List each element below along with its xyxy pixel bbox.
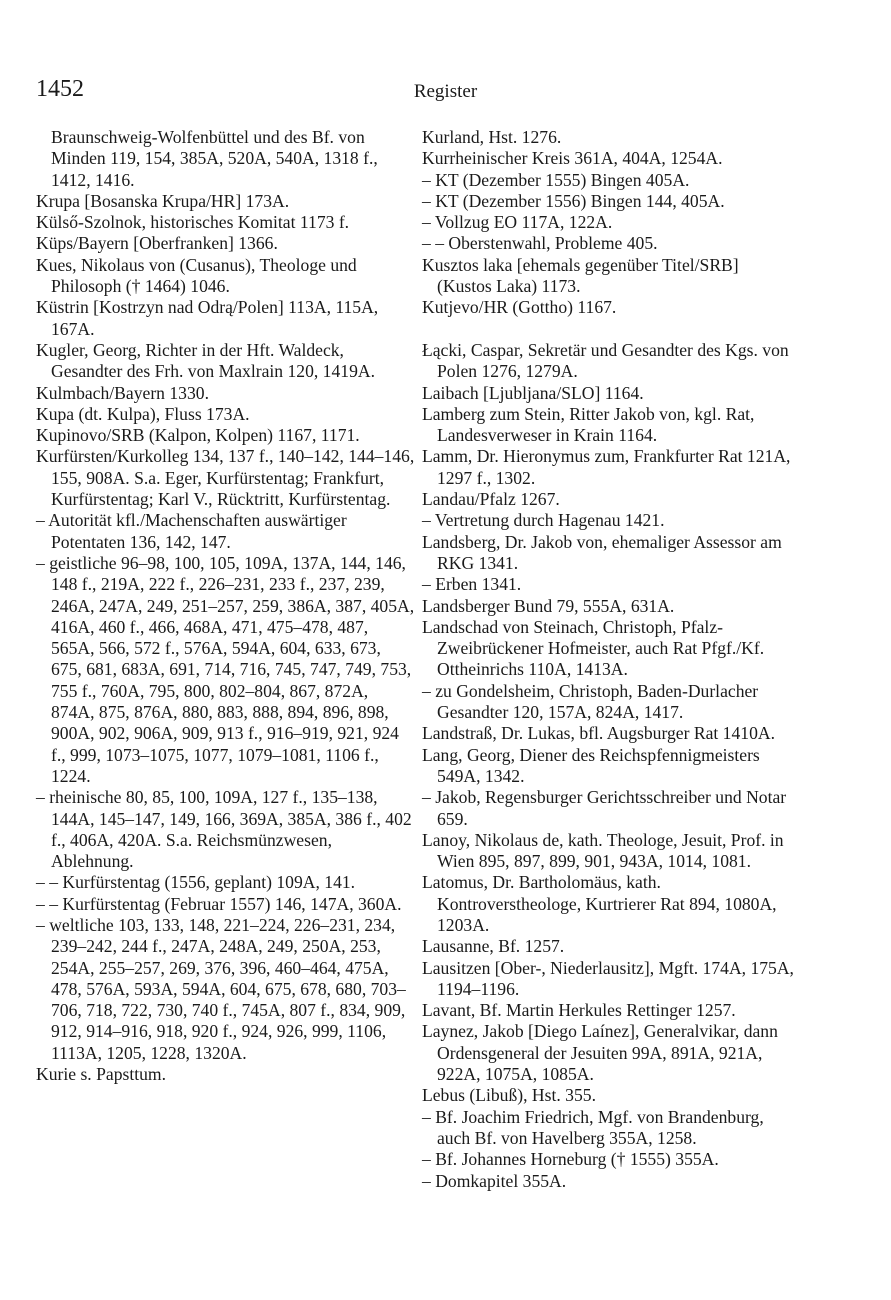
index-entry: – Bf. Johannes Horneburg († 1555) 355A. xyxy=(422,1149,719,1170)
index-entry: Laynez, Jakob [Diego Laínez], Generalvikar, dann Ordensgeneral der Jesuiten 99A, 891A, 921A, 922A, 1075A, 1085A. xyxy=(422,1021,778,1085)
index-entry: Lausitzen [Ober-, Niederlausitz], Mgft. 174A, 175A, 1194–1196. xyxy=(422,957,794,999)
index-entry: – weltliche 103, 133, 148, 221–224, 226–231, 234, 239–242, 244 f., 247A, 248A, 249, 250A, 253, 254A, 255–257, 269, 376, 396, 460–464, 475A, 478, 576A, 593A, 594A, 604, 675, 678, 680, 703–706, 718, 722, 730, 740 f., 745A, 807 f., 834, 909, 912, 914–916, 918, 920 f., 924, 926, 999, 1106, 1113A, 1205, 1228, 1320A. xyxy=(36,914,406,1063)
index-entry: – Erben 1341. xyxy=(422,574,522,595)
index-entry: Kurrheinischer Kreis 361A, 404A, 1254A. xyxy=(422,148,723,169)
index-entry: – – Kurfürstentag (1556, geplant) 109A, 141. xyxy=(36,872,356,893)
index-entry: Küstrin [Kostrzyn nad Odrą/Polen] 113A, 115A, 167A. xyxy=(36,297,379,339)
index-entry: Lavant, Bf. Martin Herkules Rettinger 1257. xyxy=(422,1000,736,1021)
index-entry: Külső-Szolnok, historisches Komitat 1173 f. xyxy=(36,212,350,233)
index-entry: Kutjevo/HR (Gottho) 1167. xyxy=(422,297,617,318)
index-entry: – Domkapitel 355A. xyxy=(422,1170,567,1191)
index-entry: Lamm, Dr. Hieronymus zum, Frankfurter Rat 121A, 1297 f., 1302. xyxy=(422,446,791,488)
index-entry: – Jakob, Regensburger Gerichtsschreiber und Notar 659. xyxy=(422,787,787,829)
index-entry: Landsberger Bund 79, 555A, 631A. xyxy=(422,595,675,616)
index-column-left xyxy=(36,127,416,1085)
index-entry: – – Oberstenwahl, Probleme 405. xyxy=(422,233,658,254)
index-entry: Lanoy, Nikolaus de, kath. Theologe, Jesuit, Prof. in Wien 895, 897, 899, 901, 943A, 1014, 1081. xyxy=(422,829,784,872)
page-number: 1452 xyxy=(36,76,84,102)
index-entry: Łącki, Caspar, Sekretär und Gesandter des Kgs. von Polen 1276, 1279A. xyxy=(422,339,789,382)
index-entry: Kusztos laka [ehemals gegenüber Titel/SRB] (Kustos Laka) 1173. xyxy=(422,254,739,297)
index-entry: Landau/Pfalz 1267. xyxy=(422,489,560,510)
index-entry: – rheinische 80, 85, 100, 109A, 127 f., 135–138, 144A, 145–147, 149, 166, 369A, 385A, 386 f., 402 f., 406A, 420A. S.a. Reichsmünzwesen, Ablehnung. xyxy=(36,787,412,872)
index-entry: – KT (Dezember 1556) Bingen 144, 405A. xyxy=(422,190,725,211)
running-head: Register xyxy=(413,81,478,102)
index-entry: Landschad von Steinach, Christoph, Pfalz-Zweibrückener Hofmeister, auch Rat Pfgf./Kf. Ottheinrichs 110A, 1413A. xyxy=(422,616,765,680)
index-column-right xyxy=(422,127,794,1192)
index-entry: Laibach [Ljubljana/SLO] 1164. xyxy=(422,382,644,403)
index-entry: Braunschweig-Wolfenbüttel und des Bf. von Minden 119, 154, 385A, 520A, 540A, 1318 f., 1412, 1416. xyxy=(51,127,378,190)
index-entry: – – Kurfürstentag (Februar 1557) 146, 147A, 360A. xyxy=(36,893,402,914)
index-entry: Krupa [Bosanska Krupa/HR] 173A. xyxy=(36,190,290,211)
index-entry: Lausanne, Bf. 1257. xyxy=(422,936,565,957)
index-entry: Landstraß, Dr. Lukas, bfl. Augsburger Rat 1410A. xyxy=(422,723,775,744)
index-entry: Landsberg, Dr. Jakob von, ehemaliger Assessor am RKG 1341. xyxy=(422,531,782,573)
section-gap xyxy=(422,319,794,340)
index-entry: Lamberg zum Stein, Ritter Jakob von, kgl. Rat, Landesverweser in Krain 1164. xyxy=(422,403,755,446)
index-entry: Latomus, Dr. Bartholomäus, kath. Kontroverstheologe, Kurtrierer Rat 894, 1080A, 1203A. xyxy=(422,872,777,935)
index-entry: Kupinovo/SRB (Kalpon, Kolpen) 1167, 1171. xyxy=(36,425,360,446)
index-entry: – Vertretung durch Hagenau 1421. xyxy=(422,510,665,531)
index-entry: – zu Gondelsheim, Christoph, Baden-Durlacher Gesandter 120, 157A, 824A, 1417. xyxy=(422,680,759,723)
index-entry: Kurie s. Papsttum. xyxy=(36,1064,166,1085)
index-entry: Kues, Nikolaus von (Cusanus), Theologe und Philosoph († 1464) 1046. xyxy=(36,254,357,297)
index-entry: Lang, Georg, Diener des Reichspfennigmeisters 549A, 1342. xyxy=(422,744,760,786)
index-entry: Kulmbach/Bayern 1330. xyxy=(36,382,209,403)
index-entry: Kupa (dt. Kulpa), Fluss 173A. xyxy=(36,403,250,424)
index-entry: – Bf. Joachim Friedrich, Mgf. von Brandenburg, auch Bf. von Havelberg 355A, 1258. xyxy=(422,1106,764,1148)
index-entry: Lebus (Libuß), Hst. 355. xyxy=(422,1085,596,1106)
index-entry: – Autorität kfl./Machenschaften auswärtiger Potentaten 136, 142, 147. xyxy=(36,510,347,552)
index-entry: Kugler, Georg, Richter in der Hft. Waldeck, Gesandter des Frh. von Maxlrain 120, 1419A. xyxy=(36,339,375,382)
index-entry: Küps/Bayern [Oberfranken] 1366. xyxy=(36,233,278,254)
index-entry: Kurland, Hst. 1276. xyxy=(422,127,562,147)
index-entry: – Vollzug EO 117A, 122A. xyxy=(422,212,613,233)
index-entry: – geistliche 96–98, 100, 105, 109A, 137A, 144, 146, 148 f., 219A, 222 f., 226–231, 233 f., 237, 239, 246A, 247A, 249, 251–257, 259, 386A, 387, 405A, 416A, 460 f., 466, 468A, 471, 475–478, 487, 565A, 566, 572 f., 576A, 594A, 604, 633, 673, 675, 681, 683A, 691, 714, 716, 745, 747, 749, 753, 755 f., 760A, 795, 800, 802–804, 867, 872A, 874A, 875, 876A, 880, 883, 888, 894, 896, 898, 900A, 902, 906A, 909, 913 f., 916–919, 921, 924 f., 999, 1073–1075, 1077, 1079–1081, 1106 f., 1224. xyxy=(36,552,415,786)
index-entry: Kurfürsten/Kurkolleg 134, 137 f., 140–142, 144–146, 155, 908A. S.a. Eger, Kurfürstentag; Frankfurt, Kurfürstentag; Karl V., Rücktritt, Kurfürstentag. xyxy=(36,446,415,510)
index-entry: – KT (Dezember 1555) Bingen 405A. xyxy=(422,169,690,190)
